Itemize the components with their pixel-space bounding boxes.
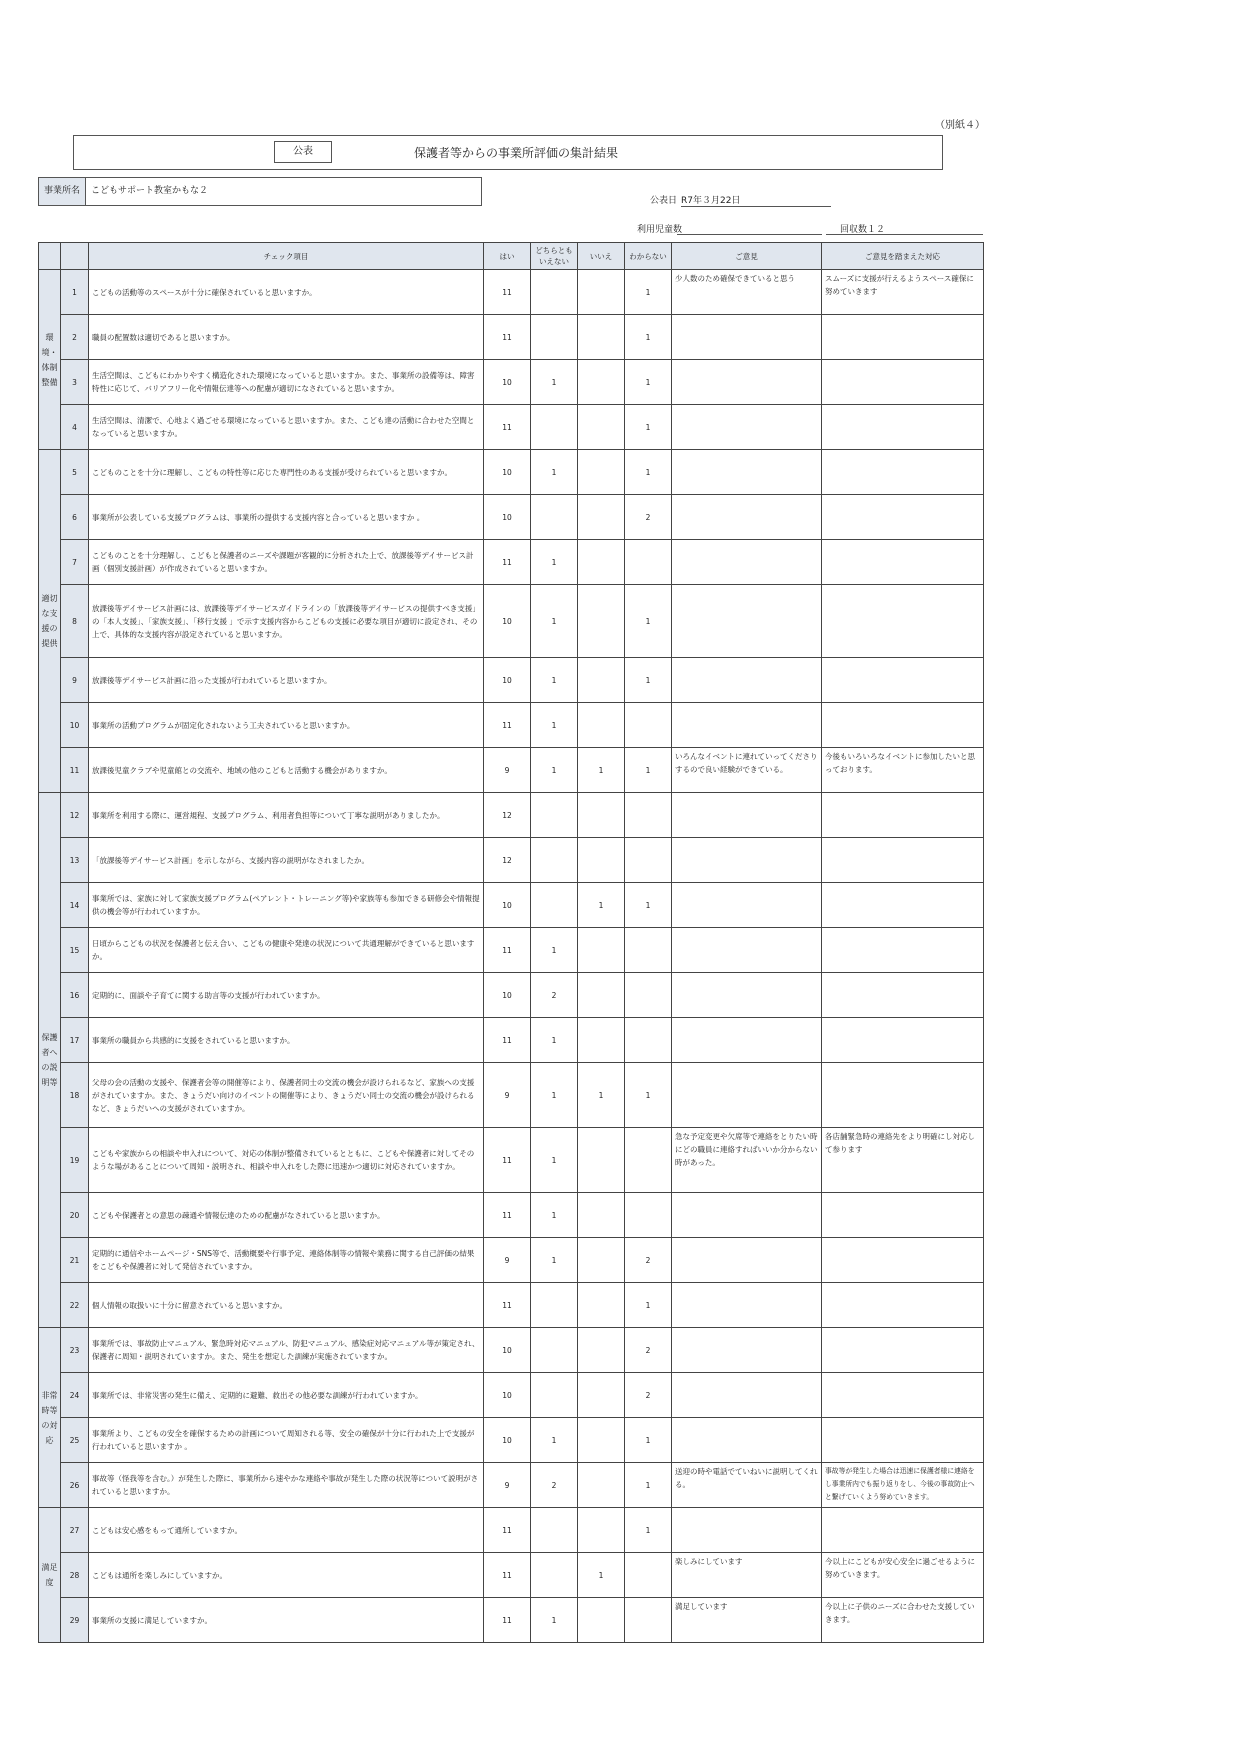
office-label: 事業所名 bbox=[39, 178, 86, 205]
count-yes: 11 bbox=[484, 1128, 531, 1193]
row-number: 17 bbox=[61, 1018, 89, 1063]
count-no bbox=[578, 1018, 625, 1063]
count-unknown bbox=[625, 540, 672, 585]
row-number: 7 bbox=[61, 540, 89, 585]
count-neither: 2 bbox=[531, 1463, 578, 1508]
opinion-text bbox=[672, 360, 822, 405]
count-yes: 10 bbox=[484, 1418, 531, 1463]
table-row bbox=[39, 1418, 984, 1463]
row-number: 15 bbox=[61, 928, 89, 973]
row-number: 27 bbox=[61, 1508, 89, 1553]
count-no bbox=[578, 1193, 625, 1238]
opinion-text bbox=[672, 1063, 822, 1128]
table-row bbox=[39, 1238, 984, 1283]
users-count-label: 利用児童数 bbox=[637, 225, 683, 235]
count-unknown: 2 bbox=[625, 1238, 672, 1283]
count-neither: 1 bbox=[531, 1063, 578, 1128]
count-yes: 12 bbox=[484, 793, 531, 838]
response-text: スムーズに支援が行えるようスペース確保に努めていきます bbox=[822, 270, 984, 315]
table-row bbox=[39, 270, 984, 315]
row-number: 12 bbox=[61, 793, 89, 838]
table-row bbox=[39, 1553, 984, 1598]
count-yes: 11 bbox=[484, 1018, 531, 1063]
opinion-text: 少人数のため確保できていると思う bbox=[672, 270, 822, 315]
count-no bbox=[578, 1128, 625, 1193]
opinion-text: いろんなイベントに連れていってくださりするので良い経験ができている。 bbox=[672, 748, 822, 793]
count-no bbox=[578, 360, 625, 405]
count-unknown: 1 bbox=[625, 360, 672, 405]
count-neither bbox=[531, 495, 578, 540]
row-number: 5 bbox=[61, 450, 89, 495]
table-row bbox=[39, 883, 984, 928]
response-text bbox=[822, 1508, 984, 1553]
count-yes: 11 bbox=[484, 1598, 531, 1643]
question-text: 事業所では、家族に対して家族支援プログラム(ペアレント・トレーニング等)や家族等も参加できる研修会や情報提供の機会等が行われていますか。 bbox=[89, 883, 484, 928]
question-text: 父母の会の活動の支援や、保護者会等の開催等により、保護者同士の交流の機会が設けられるなど、家族への支援がされていますか。また、きょうだい向けのイベントの開催等により、きょうだい同士の交流の機会が設けられるなど、きょうだいへの支援がされていますか。 bbox=[89, 1063, 484, 1128]
count-neither bbox=[531, 405, 578, 450]
row-number: 26 bbox=[61, 1463, 89, 1508]
row-number: 1 bbox=[61, 270, 89, 315]
table-row bbox=[39, 793, 984, 838]
table-row bbox=[39, 1063, 984, 1128]
count-unknown bbox=[625, 793, 672, 838]
header-no: いいえ bbox=[578, 243, 625, 270]
response-text bbox=[822, 1328, 984, 1373]
count-neither: 1 bbox=[531, 748, 578, 793]
count-yes: 11 bbox=[484, 1193, 531, 1238]
count-no bbox=[578, 540, 625, 585]
public-tag: 公表 bbox=[274, 141, 332, 163]
count-unknown: 1 bbox=[625, 270, 672, 315]
count-neither: 1 bbox=[531, 703, 578, 748]
row-number: 25 bbox=[61, 1418, 89, 1463]
count-yes: 11 bbox=[484, 703, 531, 748]
response-text bbox=[822, 495, 984, 540]
count-neither bbox=[531, 1328, 578, 1373]
question-text: 事業所では、事故防止マニュアル、緊急時対応マニュアル、防犯マニュアル、感染症対応マニュアル等が策定され、保護者に周知・説明されていますか。また、発生を想定した訓練が実施されていますか。 bbox=[89, 1328, 484, 1373]
response-text bbox=[822, 1283, 984, 1328]
count-neither bbox=[531, 315, 578, 360]
opinion-text bbox=[672, 658, 822, 703]
opinion-text: 急な予定変更や欠席等で連絡をとりたい時にどの職員に連絡すればいいか分からない時があった。 bbox=[672, 1128, 822, 1193]
row-number: 13 bbox=[61, 838, 89, 883]
count-neither bbox=[531, 1283, 578, 1328]
count-neither: 1 bbox=[531, 360, 578, 405]
question-text: 事業所より、こどもの安全を確保するための計画について周知される等、安全の確保が十分に行われた上で支援が行われていると思いますか 。 bbox=[89, 1418, 484, 1463]
count-unknown bbox=[625, 703, 672, 748]
question-text: こどもの活動等のスペースが十分に確保されていると思いますか。 bbox=[89, 270, 484, 315]
count-unknown: 1 bbox=[625, 658, 672, 703]
count-no bbox=[578, 450, 625, 495]
response-text bbox=[822, 793, 984, 838]
response-text bbox=[822, 838, 984, 883]
row-number: 2 bbox=[61, 315, 89, 360]
count-neither: 1 bbox=[531, 1018, 578, 1063]
count-neither bbox=[531, 1508, 578, 1553]
count-yes: 10 bbox=[484, 450, 531, 495]
question-text: こどもや保護者との意思の疎通や情報伝達のための配慮がなされていると思いますか。 bbox=[89, 1193, 484, 1238]
category-environment: 環境・体制整備 bbox=[39, 270, 61, 450]
question-text: こどもや家族からの相談や申入れについて、対応の体制が整備されているとともに、こどもや保護者に対してそのような場があることについて周知・説明され、相談や申入れをした際に迅速かつ適切に対応されていますか。 bbox=[89, 1128, 484, 1193]
count-neither bbox=[531, 1373, 578, 1418]
count-yes: 11 bbox=[484, 405, 531, 450]
opinion-text bbox=[672, 1018, 822, 1063]
response-text bbox=[822, 1063, 984, 1128]
opinion-text bbox=[672, 1238, 822, 1283]
table-row bbox=[39, 1373, 984, 1418]
count-yes: 11 bbox=[484, 540, 531, 585]
table-row bbox=[39, 495, 984, 540]
opinion-text: 送迎の時や電話でていねいに説明してくれる。 bbox=[672, 1463, 822, 1508]
opinion-text bbox=[672, 703, 822, 748]
table-row bbox=[39, 1598, 984, 1643]
count-neither bbox=[531, 793, 578, 838]
row-number: 22 bbox=[61, 1283, 89, 1328]
count-no bbox=[578, 793, 625, 838]
count-no: 1 bbox=[578, 1553, 625, 1598]
header-unknown: わからない bbox=[625, 243, 672, 270]
count-unknown bbox=[625, 1193, 672, 1238]
count-no bbox=[578, 1328, 625, 1373]
header-opinion: ご意見 bbox=[672, 243, 822, 270]
count-neither bbox=[531, 1553, 578, 1598]
count-no bbox=[578, 838, 625, 883]
count-no bbox=[578, 1418, 625, 1463]
count-unknown: 2 bbox=[625, 1373, 672, 1418]
row-number: 3 bbox=[61, 360, 89, 405]
question-text: こどもは通所を楽しみにしていますか。 bbox=[89, 1553, 484, 1598]
response-text: 今以上に子供のニーズに合わせた支援していきます。 bbox=[822, 1598, 984, 1643]
count-no bbox=[578, 1373, 625, 1418]
count-yes: 9 bbox=[484, 748, 531, 793]
row-number: 23 bbox=[61, 1328, 89, 1373]
row-number: 4 bbox=[61, 405, 89, 450]
count-no bbox=[578, 1283, 625, 1328]
row-number: 20 bbox=[61, 1193, 89, 1238]
row-number: 19 bbox=[61, 1128, 89, 1193]
table-row bbox=[39, 405, 984, 450]
response-text bbox=[822, 585, 984, 658]
table-row bbox=[39, 838, 984, 883]
question-text: 個人情報の取扱いに十分に留意されていると思いますか。 bbox=[89, 1283, 484, 1328]
row-number: 9 bbox=[61, 658, 89, 703]
response-text: 今後もいろいろなイベントに参加したいと思っております。 bbox=[822, 748, 984, 793]
question-text: 放課後等デイサービス計画に沿った支援が行われていると思いますか。 bbox=[89, 658, 484, 703]
response-text bbox=[822, 1238, 984, 1283]
question-text: 事業所が公表している支援プログラムは、事業所の提供する支援内容と合っていると思いますか 。 bbox=[89, 495, 484, 540]
question-text: こどものことを十分理解し、こどもと保護者のニーズや課題が客観的に分析された上で、放課後等デイサービス計画（個別支援計画）が作成されていると思いますか。 bbox=[89, 540, 484, 585]
question-text: 事業所では、非常災害の発生に備え、定期的に避難、救出その他必要な訓練が行われていますか。 bbox=[89, 1373, 484, 1418]
table-row bbox=[39, 1463, 984, 1508]
row-number: 24 bbox=[61, 1373, 89, 1418]
opinion-text bbox=[672, 973, 822, 1018]
count-neither: 1 bbox=[531, 1128, 578, 1193]
table-row bbox=[39, 1283, 984, 1328]
question-text: 事業所の支援に満足していますか。 bbox=[89, 1598, 484, 1643]
question-text: 生活空間は、こどもにわかりやすく構造化された環境になっていると思いますか。また、事業所の設備等は、障害特性に応じて、バリアフリー化や情報伝達等への配慮が適切になされていると思いますか。 bbox=[89, 360, 484, 405]
count-no bbox=[578, 928, 625, 973]
count-yes: 11 bbox=[484, 1508, 531, 1553]
count-neither bbox=[531, 270, 578, 315]
table-row bbox=[39, 748, 984, 793]
users-count-line bbox=[677, 234, 822, 235]
opinion-text bbox=[672, 1193, 822, 1238]
count-neither: 1 bbox=[531, 1598, 578, 1643]
category-support: 適切な支援の提供 bbox=[39, 450, 61, 793]
count-unknown: 1 bbox=[625, 450, 672, 495]
office-name: こどもサポート教室かもな２ bbox=[91, 186, 209, 196]
opinion-text bbox=[672, 793, 822, 838]
count-yes: 12 bbox=[484, 838, 531, 883]
count-no bbox=[578, 315, 625, 360]
count-yes: 10 bbox=[484, 1373, 531, 1418]
count-unknown bbox=[625, 1128, 672, 1193]
response-text bbox=[822, 540, 984, 585]
count-no bbox=[578, 658, 625, 703]
category-explanation: 保護者への説明等 bbox=[39, 793, 61, 1328]
response-text bbox=[822, 1418, 984, 1463]
response-text bbox=[822, 1193, 984, 1238]
count-neither: 1 bbox=[531, 928, 578, 973]
count-no bbox=[578, 1598, 625, 1643]
row-number: 29 bbox=[61, 1598, 89, 1643]
count-yes: 10 bbox=[484, 973, 531, 1018]
opinion-text bbox=[672, 1418, 822, 1463]
row-number: 11 bbox=[61, 748, 89, 793]
row-number: 14 bbox=[61, 883, 89, 928]
response-text bbox=[822, 1018, 984, 1063]
response-text bbox=[822, 405, 984, 450]
opinion-text bbox=[672, 1508, 822, 1553]
publish-date-value: R7年３月22日 bbox=[681, 193, 831, 207]
header-response: ご意見を踏まえた対応 bbox=[822, 243, 984, 270]
opinion-text bbox=[672, 1283, 822, 1328]
count-no bbox=[578, 703, 625, 748]
table-row bbox=[39, 360, 984, 405]
header-yes: はい bbox=[484, 243, 531, 270]
response-text bbox=[822, 973, 984, 1018]
count-neither: 1 bbox=[531, 1418, 578, 1463]
count-unknown: 1 bbox=[625, 1063, 672, 1128]
category-satisfaction: 満足度 bbox=[39, 1508, 61, 1643]
table-row bbox=[39, 540, 984, 585]
table-row bbox=[39, 1193, 984, 1238]
annex-label: （別紙４） bbox=[935, 120, 985, 131]
count-unknown: 1 bbox=[625, 585, 672, 658]
count-yes: 11 bbox=[484, 928, 531, 973]
count-yes: 11 bbox=[484, 1553, 531, 1598]
table-header-row bbox=[39, 243, 984, 270]
opinion-text bbox=[672, 1373, 822, 1418]
opinion-text bbox=[672, 495, 822, 540]
table-row bbox=[39, 928, 984, 973]
survey-body bbox=[39, 270, 984, 1643]
response-text bbox=[822, 360, 984, 405]
count-yes: 11 bbox=[484, 315, 531, 360]
count-yes: 10 bbox=[484, 585, 531, 658]
count-no bbox=[578, 1238, 625, 1283]
count-unknown: 1 bbox=[625, 1283, 672, 1328]
table-row bbox=[39, 585, 984, 658]
count-unknown: 1 bbox=[625, 883, 672, 928]
publish-date-label: 公表日 bbox=[650, 196, 678, 206]
count-unknown: 1 bbox=[625, 1418, 672, 1463]
count-yes: 10 bbox=[484, 883, 531, 928]
count-yes: 10 bbox=[484, 658, 531, 703]
count-yes: 9 bbox=[484, 1463, 531, 1508]
count-yes: 9 bbox=[484, 1238, 531, 1283]
count-unknown: 1 bbox=[625, 315, 672, 360]
question-text: 放課後等デイサービス計画には、放課後等デイサービスガイドラインの「放課後等デイサービスの提供すべき支援」の「本人支援」、「家族支援」、「移行支援 」で示す支援内容からこどもの支援に必要な項目が適切に設定され、その上で、具体的な支援内容が設定されていると思いますか。 bbox=[89, 585, 484, 658]
count-unknown: 1 bbox=[625, 1508, 672, 1553]
count-neither: 1 bbox=[531, 658, 578, 703]
count-unknown bbox=[625, 1018, 672, 1063]
opinion-text bbox=[672, 450, 822, 495]
count-no bbox=[578, 270, 625, 315]
response-text bbox=[822, 450, 984, 495]
count-no bbox=[578, 405, 625, 450]
count-unknown bbox=[625, 973, 672, 1018]
row-number: 21 bbox=[61, 1238, 89, 1283]
count-neither: 2 bbox=[531, 973, 578, 1018]
question-text: 事故等（怪我等を含む。）が発生した際に、事業所から速やかな連絡や事故が発生した際の状況等について説明がされていると思いますか。 bbox=[89, 1463, 484, 1508]
count-unknown: 2 bbox=[625, 495, 672, 540]
row-number: 6 bbox=[61, 495, 89, 540]
opinion-text bbox=[672, 405, 822, 450]
title-box bbox=[73, 135, 943, 170]
opinion-text: 満足しています bbox=[672, 1598, 822, 1643]
opinion-text bbox=[672, 1328, 822, 1373]
count-yes: 10 bbox=[484, 1328, 531, 1373]
table-row bbox=[39, 315, 984, 360]
row-number: 10 bbox=[61, 703, 89, 748]
count-no bbox=[578, 495, 625, 540]
question-text: 職員の配置数は適切であると思いますか。 bbox=[89, 315, 484, 360]
header-blank-cat bbox=[39, 243, 61, 270]
count-yes: 11 bbox=[484, 1283, 531, 1328]
count-no bbox=[578, 585, 625, 658]
response-text: 各店舗緊急時の連絡先をより明確にし対応して参ります bbox=[822, 1128, 984, 1193]
page-title: 保護者等からの事業所評価の集計結果 bbox=[414, 146, 619, 160]
count-no: 1 bbox=[578, 748, 625, 793]
count-unknown bbox=[625, 1553, 672, 1598]
response-text: 事故等が発生した場合は迅速に保護者様に連絡をし事業所内でも振り返りをし、今後の事故防止へと繋げていくよう努めていきます。 bbox=[822, 1463, 984, 1508]
opinion-text: 楽しみにしています bbox=[672, 1553, 822, 1598]
count-neither: 1 bbox=[531, 1238, 578, 1283]
question-text: 事業所を利用する際に、運営規程、支援プログラム、利用者負担等について丁寧な説明がありましたか。 bbox=[89, 793, 484, 838]
count-no bbox=[578, 1463, 625, 1508]
table-row bbox=[39, 1018, 984, 1063]
count-neither: 1 bbox=[531, 585, 578, 658]
count-yes: 10 bbox=[484, 360, 531, 405]
count-unknown: 1 bbox=[625, 405, 672, 450]
count-yes: 11 bbox=[484, 270, 531, 315]
category-emergency: 非常時等の対応 bbox=[39, 1328, 61, 1508]
question-text: こどものことを十分に理解し、こどもの特性等に応じた専門性のある支援が受けられていると思いますか。 bbox=[89, 450, 484, 495]
response-text bbox=[822, 658, 984, 703]
response-text: 今以上にこどもが安心安全に過ごせるように努めていきます。 bbox=[822, 1553, 984, 1598]
table-row bbox=[39, 703, 984, 748]
opinion-text bbox=[672, 838, 822, 883]
header-neither: どちらとも いえない bbox=[531, 243, 578, 270]
table-row bbox=[39, 450, 984, 495]
question-text: 定期的に通信やホームページ・SNS等で、活動概要や行事予定、連絡体制等の情報や業務に関する自己評価の結果をこどもや保護者に対して発信されていますか。 bbox=[89, 1238, 484, 1283]
responses-count-line bbox=[826, 234, 983, 235]
row-number: 28 bbox=[61, 1553, 89, 1598]
response-text bbox=[822, 883, 984, 928]
count-unknown: 2 bbox=[625, 1328, 672, 1373]
question-text: 事業所の活動プログラムが固定化されないよう工夫されていると思いますか。 bbox=[89, 703, 484, 748]
row-number: 18 bbox=[61, 1063, 89, 1128]
response-text bbox=[822, 315, 984, 360]
count-no bbox=[578, 1508, 625, 1553]
question-text: 事業所の職員から共感的に支援をされていると思いますか。 bbox=[89, 1018, 484, 1063]
opinion-text bbox=[672, 928, 822, 973]
question-text: 生活空間は、清潔で、心地よく過ごせる環境になっていると思いますか。また、こども達の活動に合わせた空間となっていると思いますか。 bbox=[89, 405, 484, 450]
count-neither bbox=[531, 883, 578, 928]
count-unknown bbox=[625, 838, 672, 883]
count-neither: 1 bbox=[531, 450, 578, 495]
count-no: 1 bbox=[578, 883, 625, 928]
header-blank-no bbox=[61, 243, 89, 270]
response-text bbox=[822, 1373, 984, 1418]
table-row bbox=[39, 1508, 984, 1553]
opinion-text bbox=[672, 585, 822, 658]
opinion-text bbox=[672, 540, 822, 585]
count-neither bbox=[531, 838, 578, 883]
count-unknown: 1 bbox=[625, 1463, 672, 1508]
table-row bbox=[39, 658, 984, 703]
office-box bbox=[38, 177, 482, 206]
table-row bbox=[39, 973, 984, 1018]
question-text: こどもは安心感をもって通所していますか。 bbox=[89, 1508, 484, 1553]
count-yes: 9 bbox=[484, 1063, 531, 1128]
header-check: チェック項目 bbox=[89, 243, 484, 270]
count-yes: 10 bbox=[484, 495, 531, 540]
count-neither: 1 bbox=[531, 540, 578, 585]
question-text: 「放課後等デイサービス計画」を示しながら、支援内容の説明がなされましたか。 bbox=[89, 838, 484, 883]
row-number: 8 bbox=[61, 585, 89, 658]
count-no bbox=[578, 973, 625, 1018]
opinion-text bbox=[672, 883, 822, 928]
table-row bbox=[39, 1328, 984, 1373]
question-text: 日頃からこどもの状況を保護者と伝え合い、こどもの健康や発達の状況について共通理解ができていると思いますか。 bbox=[89, 928, 484, 973]
count-neither: 1 bbox=[531, 1193, 578, 1238]
count-unknown: 1 bbox=[625, 748, 672, 793]
survey-table bbox=[38, 242, 984, 1643]
count-unknown bbox=[625, 1598, 672, 1643]
response-text bbox=[822, 703, 984, 748]
table-row bbox=[39, 1128, 984, 1193]
count-no: 1 bbox=[578, 1063, 625, 1128]
count-unknown bbox=[625, 928, 672, 973]
response-text bbox=[822, 928, 984, 973]
question-text: 放課後児童クラブや児童館との交流や、地域の他のこどもと活動する機会がありますか。 bbox=[89, 748, 484, 793]
responses-count-label: 回収数１２ bbox=[840, 225, 886, 235]
question-text: 定期的に、面談や子育てに関する助言等の支援が行われていますか。 bbox=[89, 973, 484, 1018]
row-number: 16 bbox=[61, 973, 89, 1018]
opinion-text bbox=[672, 315, 822, 360]
